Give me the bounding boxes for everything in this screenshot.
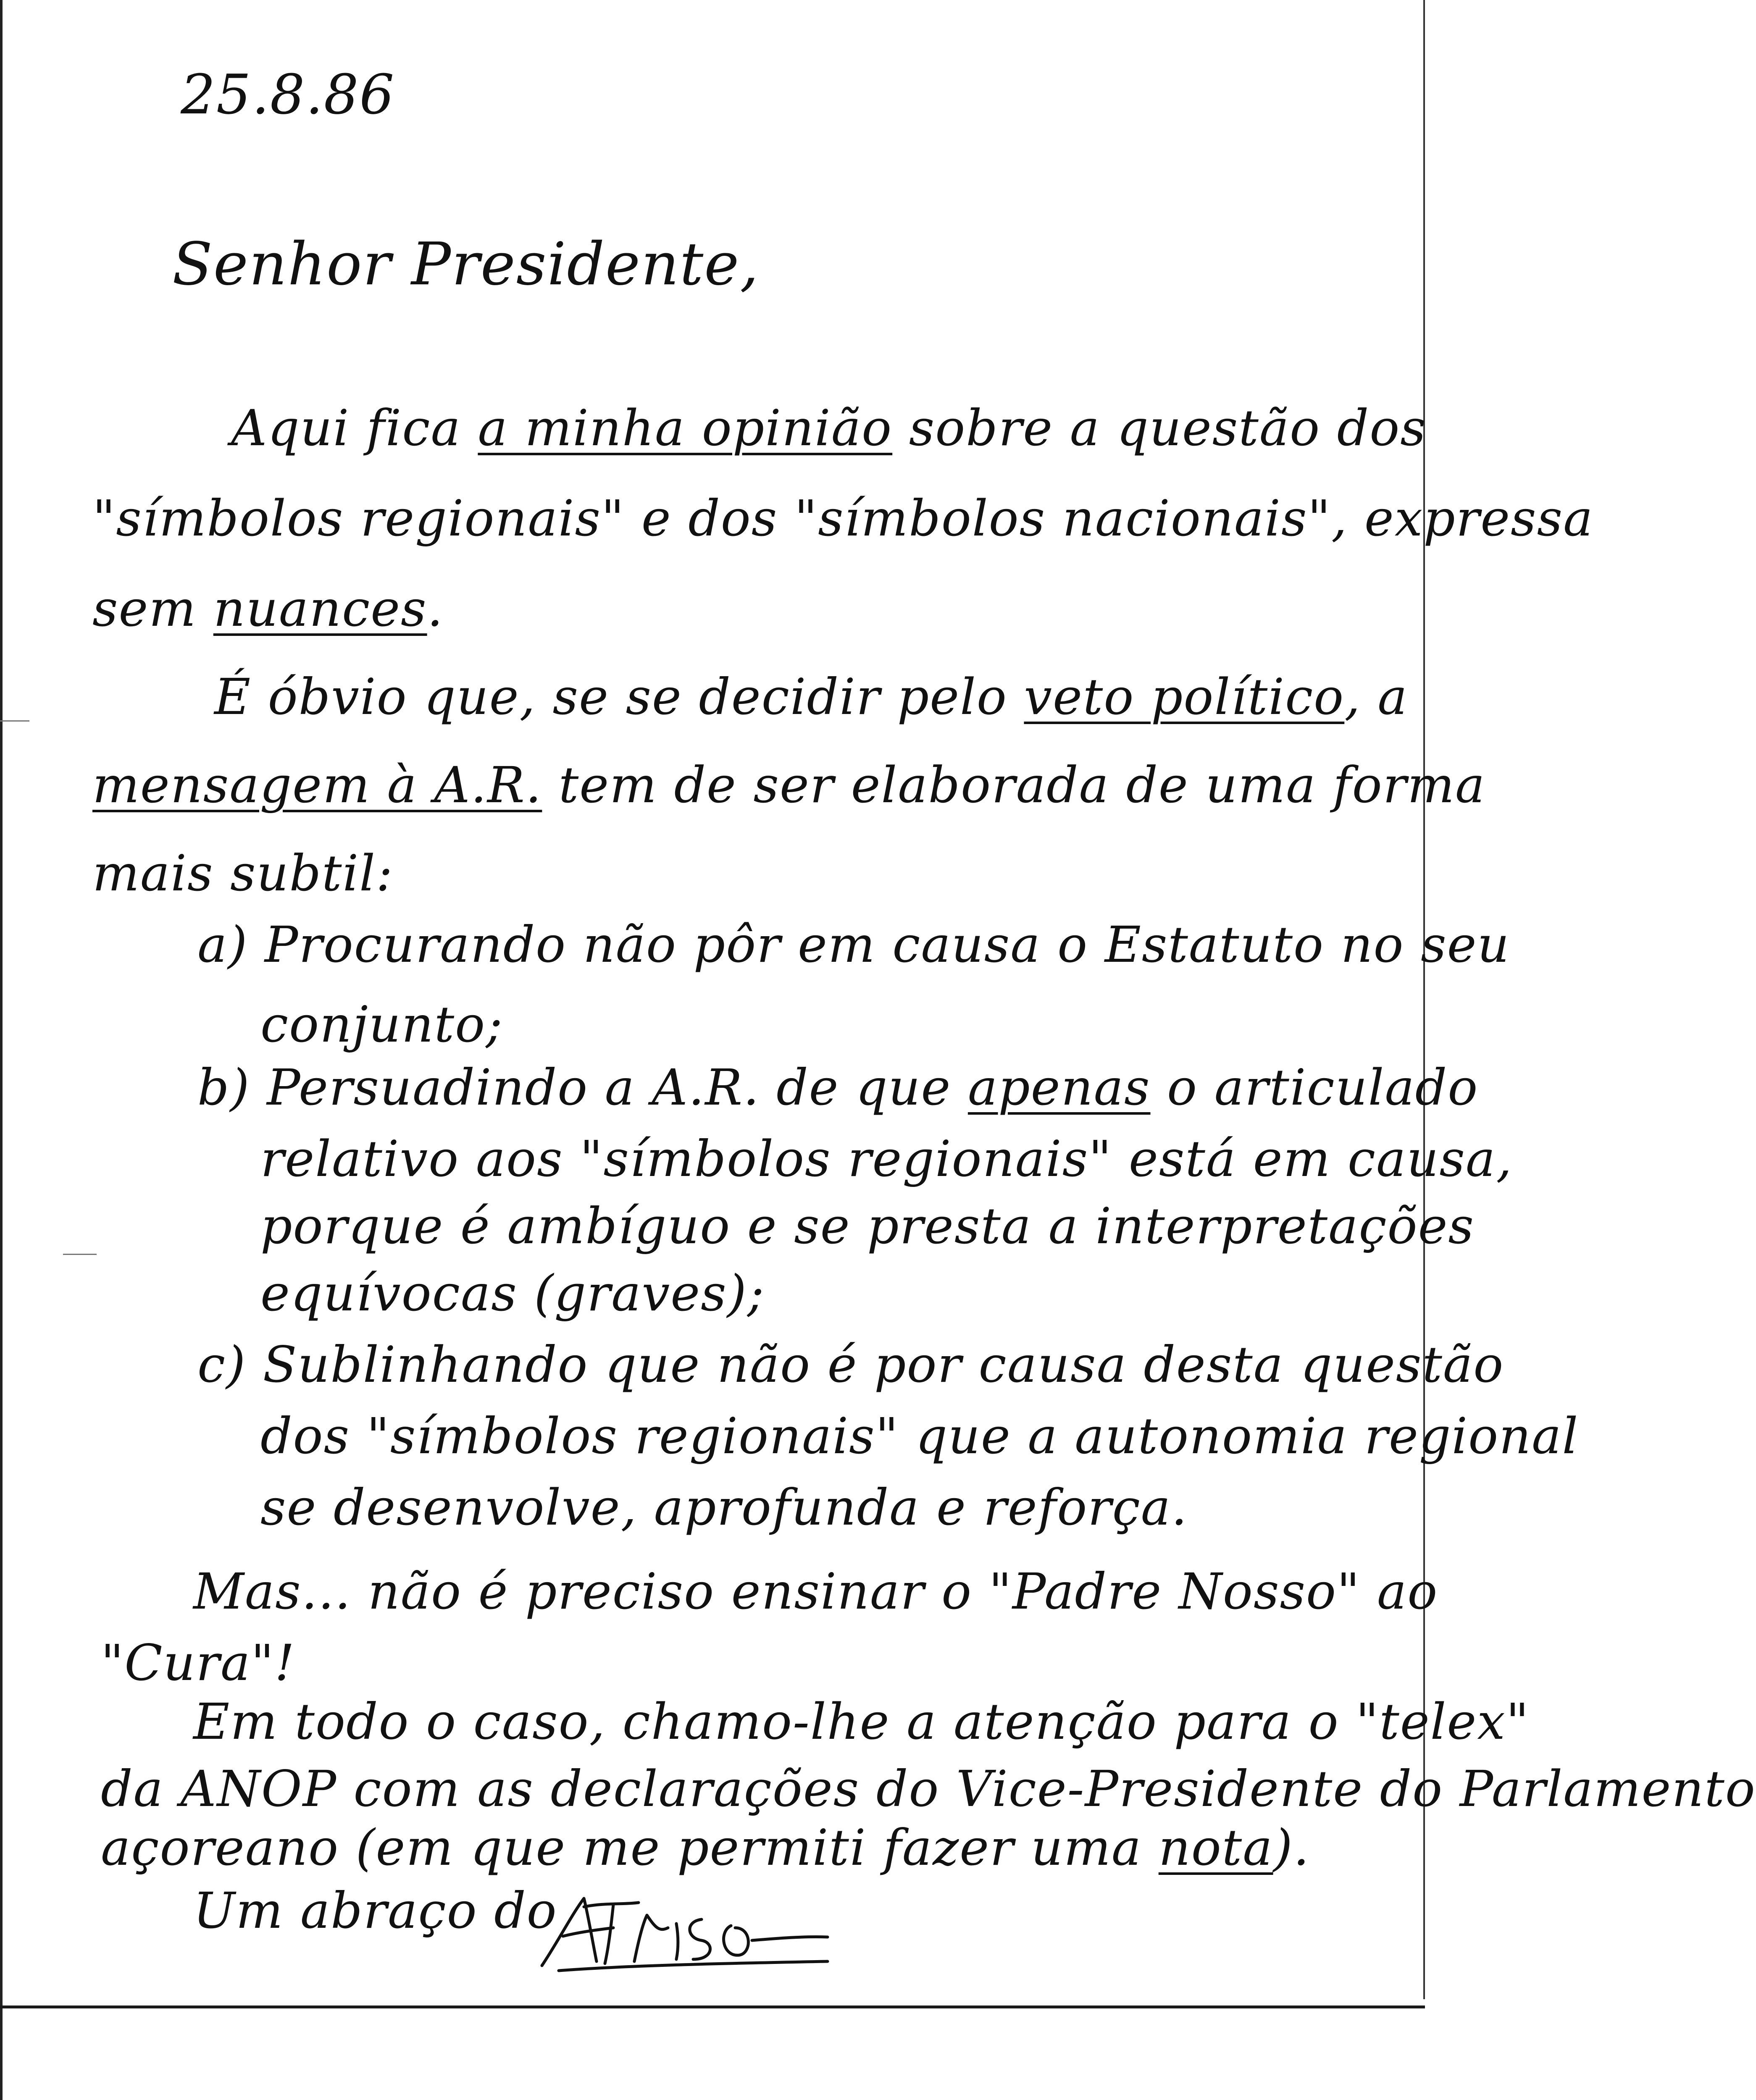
paragraph3-line2: "Cura"! (101, 1634, 296, 1692)
underlined-phrase: a minha opinião (478, 399, 893, 457)
text-segment: . (427, 580, 444, 638)
paragraph3-line1: Mas... não é preciso ensinar o "Padre Nosso" ao (193, 1562, 1438, 1620)
text-segment: É óbvio que, se se decidir pelo (214, 668, 1007, 726)
text-segment: sem (92, 580, 197, 638)
item-c-line3: se desenvolve, aprofunda e reforça. (260, 1478, 1188, 1536)
text-segment: , a (1344, 668, 1408, 726)
underlined-phrase: apenas (967, 1058, 1151, 1116)
scan-left-edge (0, 0, 3, 2100)
item-b-line3: porque é ambíguo e se presta a interpretações (260, 1197, 1475, 1255)
paragraph2-line2 (92, 756, 1486, 814)
paragraph2-line3: mais subtil: (92, 844, 394, 902)
paragraph4-line2: da ANOP com as declarações do Vice-Presidente do Parlamento (101, 1760, 1756, 1818)
paragraph4-line3 (101, 1819, 1310, 1877)
underlined-phrase: veto político (1024, 668, 1345, 726)
text-segment: sobre a questão dos (909, 399, 1427, 457)
item-a-line2: conjunto; (260, 995, 503, 1053)
text-segment: açoreano (em que me permiti fazer uma (101, 1819, 1142, 1877)
text-segment: o articulado (1167, 1058, 1479, 1116)
underlined-phrase: mensagem à A.R. (92, 756, 542, 814)
paragraph4-line1: Em todo o caso, chamo-lhe a atenção para o "telex" (193, 1693, 1530, 1751)
item-b-line4: equívocas (graves); (260, 1264, 765, 1322)
signature (534, 1890, 836, 1974)
paragraph2-line1 (214, 668, 1408, 726)
paragraph1-line2: "símbolos regionais" e dos "símbolos nacionais", expressa (92, 489, 1594, 547)
item-b-line2: relativo aos "símbolos regionais" está em causa, (260, 1130, 1513, 1188)
margin-mark (63, 1254, 97, 1255)
paragraph1-line1 (231, 399, 1427, 457)
paragraph1-line3 (92, 580, 444, 638)
item-a-line1: a) Procurando não pôr em causa o Estatuto no seu (197, 916, 1510, 974)
item-b-line1 (197, 1058, 1479, 1116)
page-fold-line (0, 2006, 1425, 2008)
closing: Um abraço do (193, 1882, 557, 1940)
margin-mark (0, 720, 29, 722)
signature-drawing (534, 1890, 836, 1974)
item-c-line2: dos "símbolos regionais" que a autonomia regional (260, 1407, 1579, 1465)
text-segment: Aqui fica (231, 399, 461, 457)
item-c-line1: c) Sublinhando que não é por causa desta questão (197, 1336, 1504, 1394)
letter-date: 25.8.86 (181, 63, 395, 126)
salutation: Senhor Presidente, (172, 230, 760, 299)
text-segment: ). (1273, 1819, 1310, 1877)
text-segment: b) Persuadindo a A.R. de que (197, 1058, 952, 1116)
underlined-phrase: nota (1158, 1819, 1273, 1877)
underlined-phrase: nuances (213, 580, 427, 638)
text-segment: tem de ser elaborada de uma forma (558, 756, 1486, 814)
